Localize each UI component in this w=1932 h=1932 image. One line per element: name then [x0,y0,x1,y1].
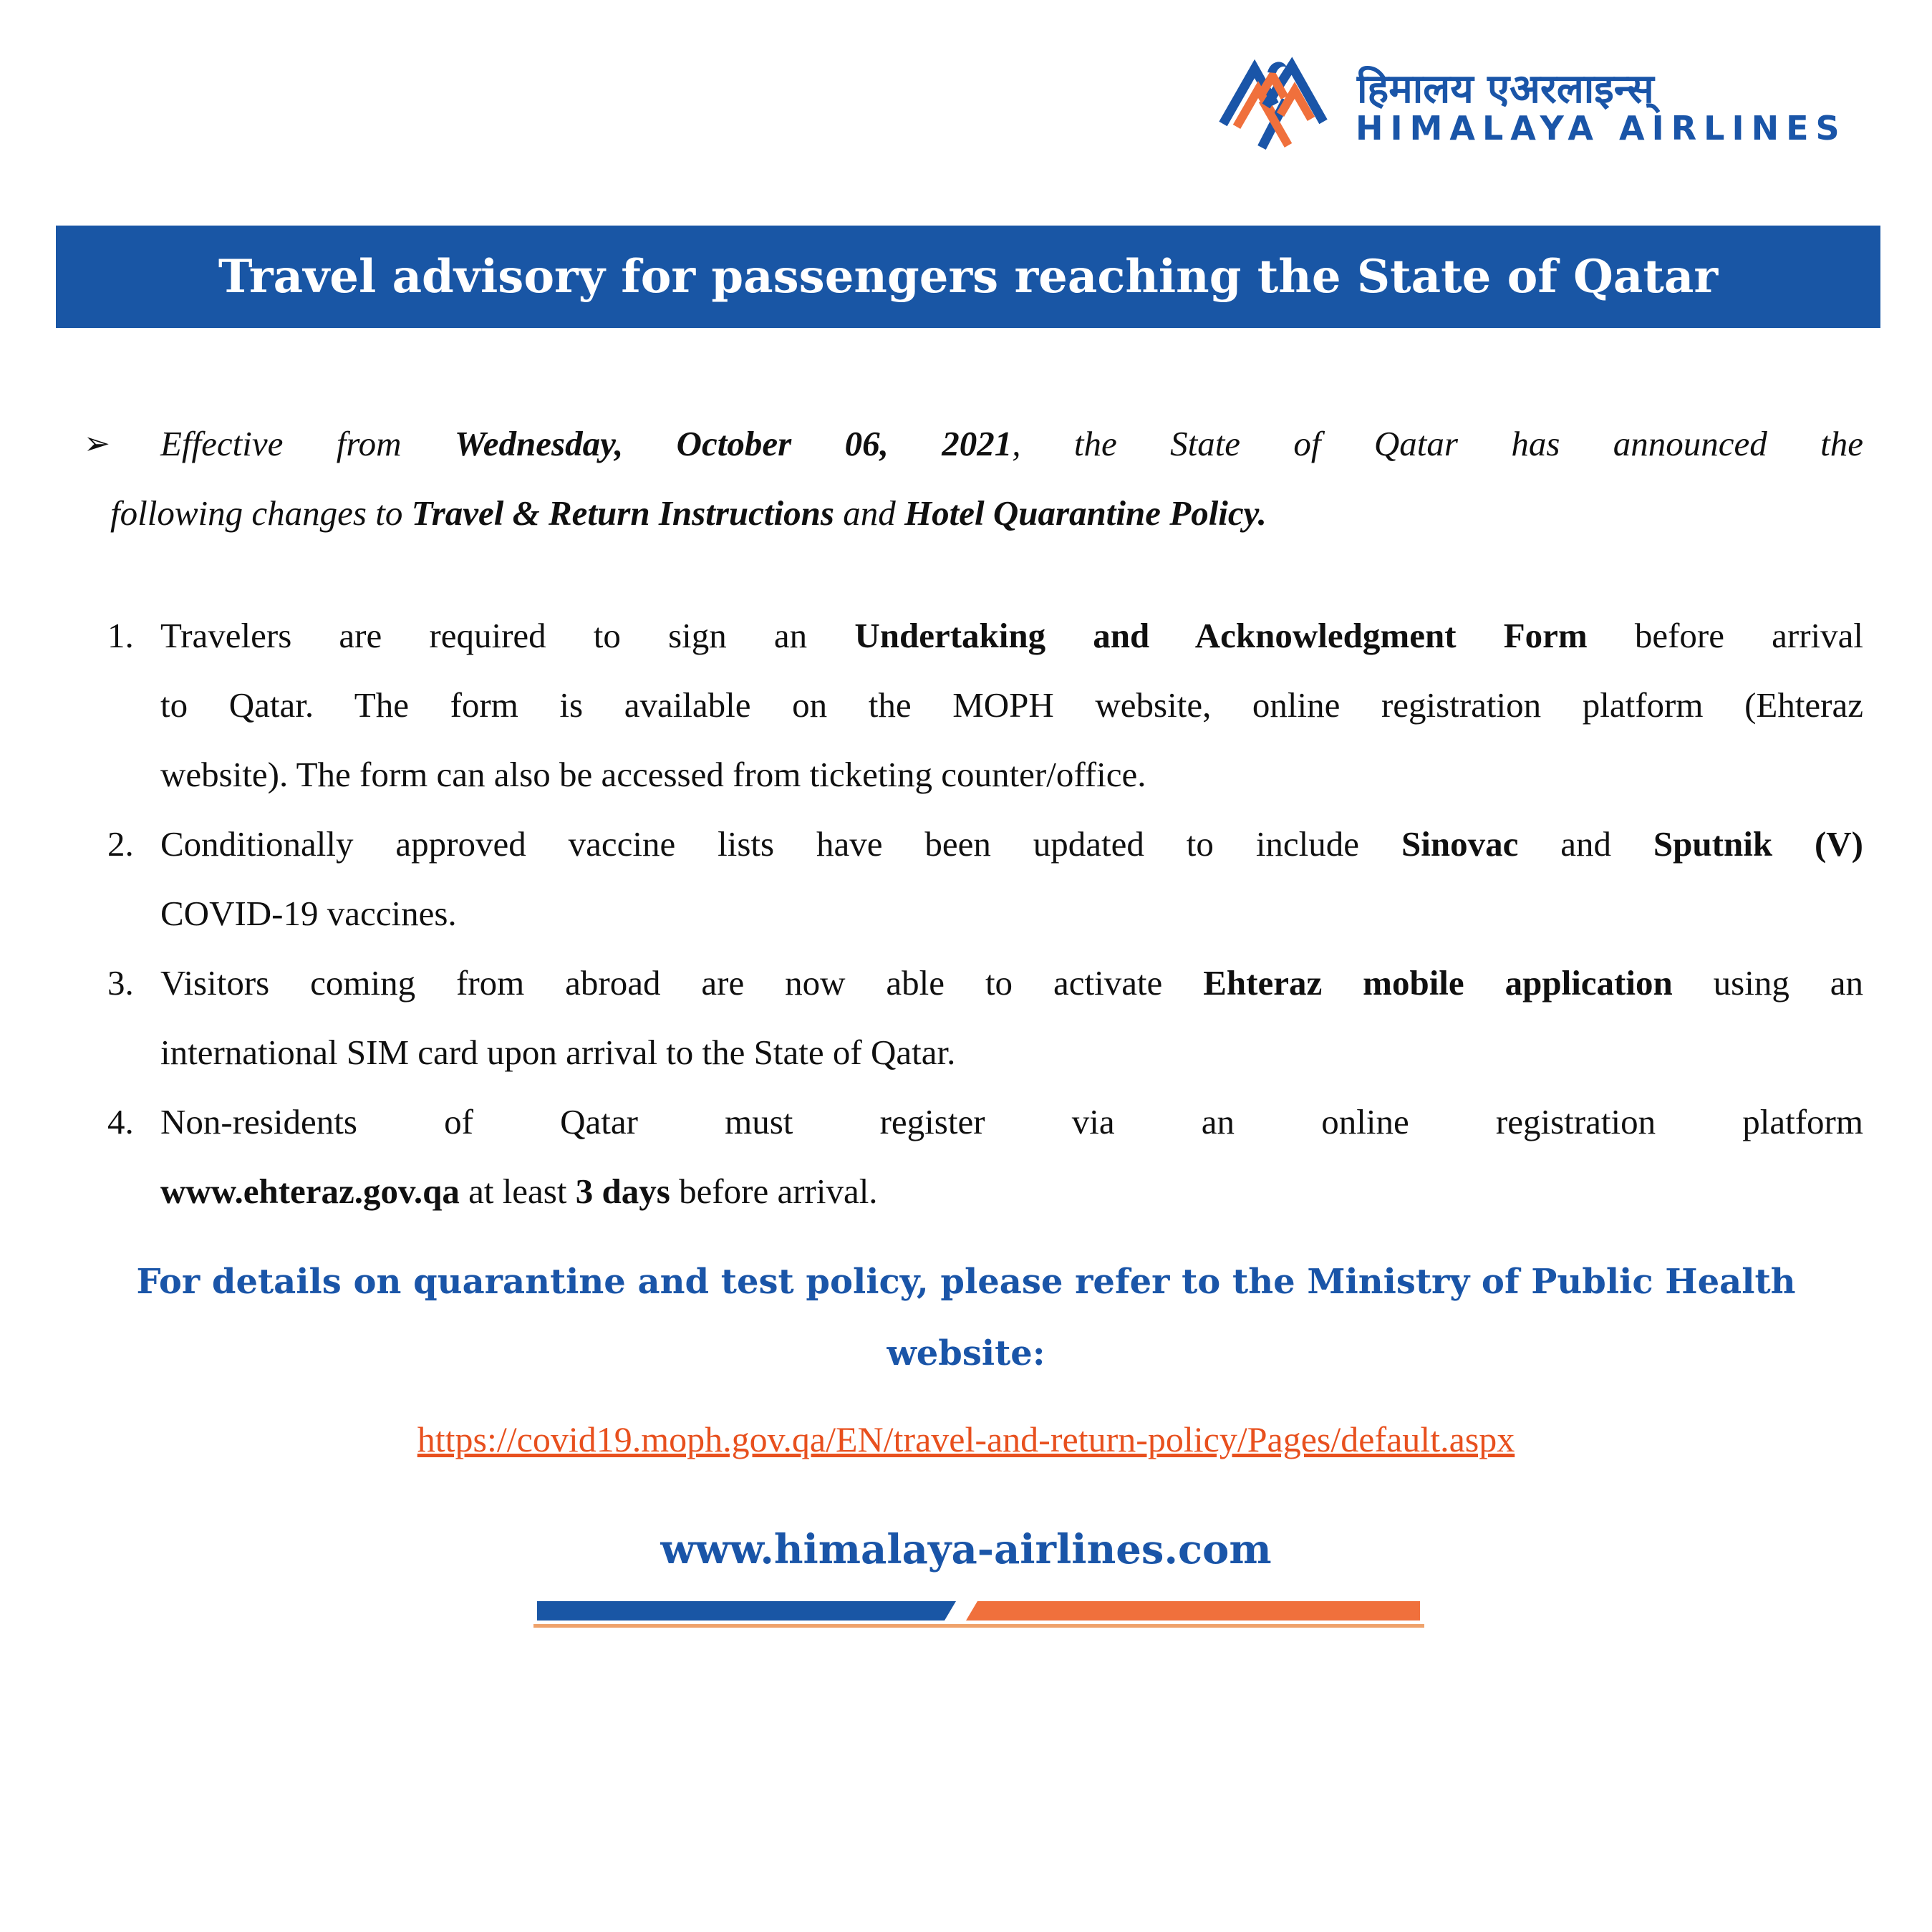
list-line [0,1018,1932,1087]
logo-devanagari-text: हिमालय एअरलाइन्स् [1357,66,1654,112]
policy-note-line1: For details on quarantine and test policy, please refer to the Ministry of Public Health [136,1262,1796,1302]
text-segment: Visitors coming from abroad are now able to activate [160,963,1204,1003]
list-line [0,879,1932,948]
text-segment: before arrival. [670,1172,878,1211]
text-segment: Sputnik (V) [1653,824,1863,864]
moph-policy-link[interactable]: https://covid19.moph.gov.qa/EN/travel-and-return-policy/Pages/default.aspx [417,1419,1515,1459]
text-segment: to Qatar. The form is available on the MOPH website, online registration platform (Ehteraz [160,685,1863,725]
list-number: 4. [107,1102,134,1141]
list-line [0,670,1932,740]
list-line [0,948,1932,1018]
list-line [0,740,1932,809]
text-segment: Sinovac [1401,824,1519,864]
text-segment: Conditionally approved vaccine lists have been updated to include [160,824,1401,864]
text-segment: COVID-19 vaccines. [160,894,457,933]
text-segment: and [834,493,904,533]
text-segment: Travelers are required to sign an [160,616,855,655]
list-number: 3. [107,963,134,1003]
arrow-bullet-icon: ➢ [84,425,110,462]
text-segment: Effective from [160,424,455,463]
text-segment: before arrival [1587,616,1863,655]
footer-bar-blue-segment [537,1601,956,1621]
list-line [0,1087,1932,1156]
title-banner [56,226,1880,328]
text-segment: , the State of Qatar has announced the [1012,424,1864,463]
text-segment: Hotel Quarantine Policy. [904,493,1267,533]
footer-bar-orange-segment [966,1601,1420,1621]
text-segment: Travel & Return Instructions [411,493,834,533]
text-segment: using an [1672,963,1863,1003]
text-segment: following changes to [110,493,412,533]
policy-note-line2: website: [887,1333,1045,1373]
advisory-list [0,601,1932,1226]
list-line [0,601,1932,670]
text-segment: website). The form can also be accessed from ticketing counter/office. [160,755,1146,794]
link-row [0,1416,1932,1472]
text-segment: and [1518,824,1653,864]
text-segment: 3 days [575,1172,670,1211]
page-title: Travel advisory for passengers reaching the State of Qatar [218,250,1719,304]
intro-paragraph [0,409,1932,548]
list-line [0,809,1932,879]
himalaya-mountain-bird-icon [1217,56,1332,156]
logo-english-text: HIMALAYA AIRLINES [1356,109,1847,148]
airline-website-text: www.himalaya-airlines.com [660,1526,1272,1573]
intro-line [0,409,1932,478]
policy-note [29,1246,1903,1389]
list-number: 2. [107,824,134,864]
text-segment: www.ehteraz.gov.qa [160,1172,460,1211]
footer-divider-bar [537,1601,1420,1621]
text-segment: international SIM card upon arrival to the State of Qatar. [160,1033,956,1072]
list-number: 1. [107,616,134,655]
text-segment: Wednesday, October 06, 2021 [454,424,1013,463]
text-segment: Ehteraz mobile application [1203,963,1673,1003]
footer-thin-underline [533,1624,1424,1628]
text-segment: at least [459,1172,576,1211]
himalaya-airlines-logo [1214,50,1901,165]
text-segment: Non-residents of Qatar must register via an online registration platform [160,1102,1863,1141]
list-line [0,1156,1932,1226]
text-segment: Undertaking and Acknowledgment Form [854,616,1588,655]
intro-line [0,478,1932,548]
